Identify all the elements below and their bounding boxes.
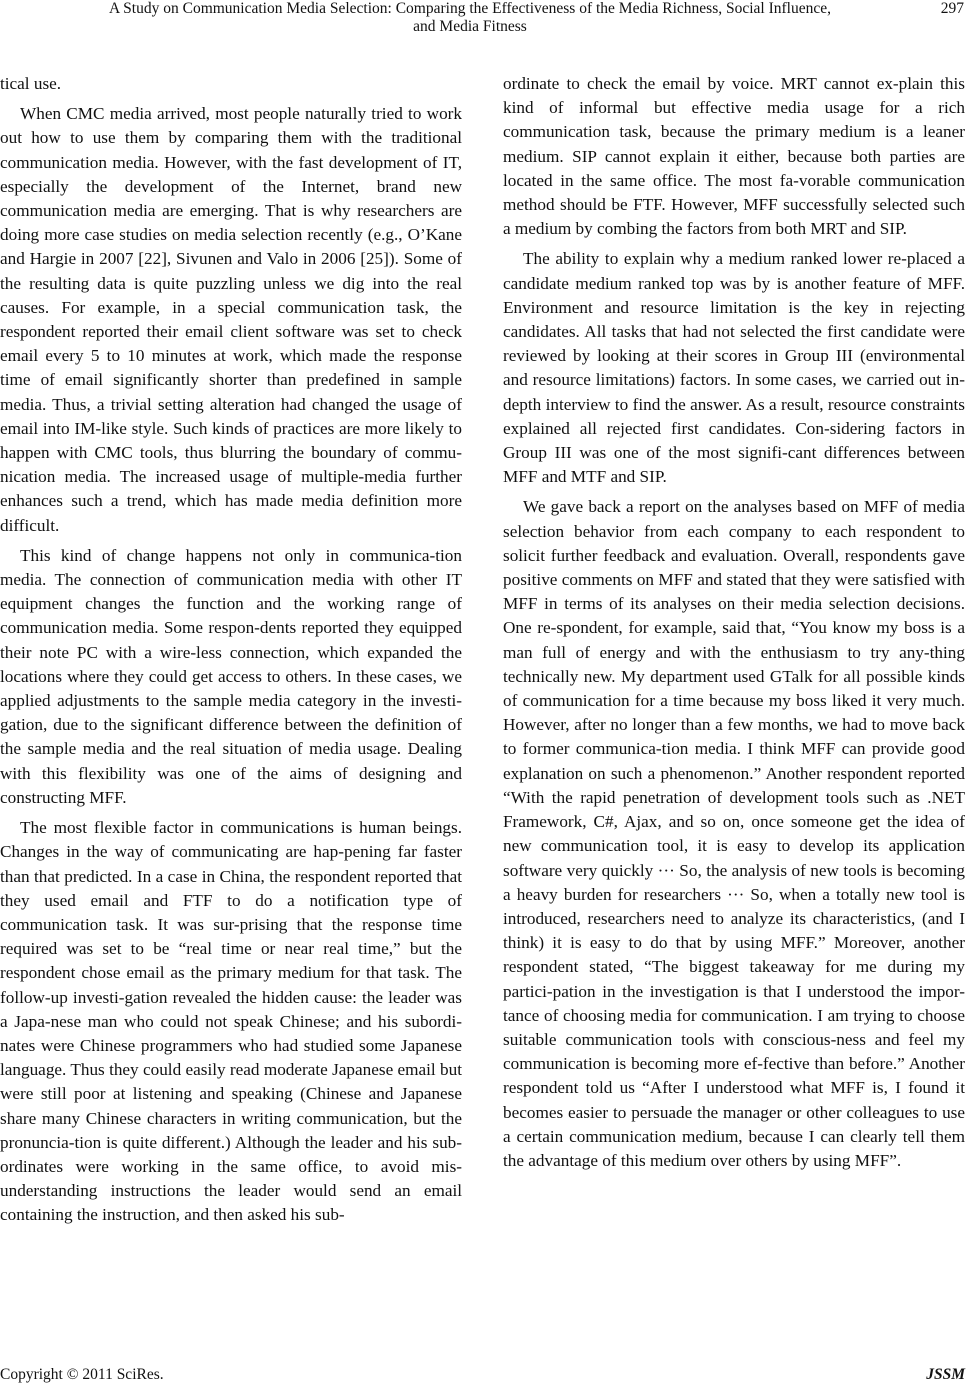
running-head [30,0,910,36]
journal-abbreviation: JSSM [926,1366,965,1383]
left-column [0,72,462,1234]
page-number: 297 [940,0,964,17]
paragraph-change-in-media: This kind of change happens not only in communica-tion media. The connection of communication media with other IT equipment changes the function and the working range of communication media. Some respon-dents reported they equipped their note PC with a wire-less connection, which expanded the locations where they could get access to others. In these cases, we applied adjustments to the sample media category in the investi-gation, due to the significant difference between the definition of the sample media and the real situation of media usage. Dealing with this flexibility was one of the aims of designing and constructing MFF. [0,545,462,807]
paragraph-feedback-report: We gave back a report on the analyses based on MFF of media selection behavior from each company to each respondent to solicit further feedback and evaluation. Overall, respondents gave positive comments on MFF and stated that they were satisfied with MFF in terms of its analyses on their media selection decisions. One re-spondent, for example, said that, “You know my boss is a man full of energy and with the enthusiasm to try any-thing technically new. My department used GTalk for all possible kinds of communication for a time because my boss liked it very much. However, after no longer than a few months, we had to move back to former communica-tion media. I think MFF can provide good explanation on such a phenomenon.” Another respondent reported “With the rapid penetration of development tools such as .NET Framework, C#, Ajax, and so on, once someone get the idea of new communication tool, it is easy to develop its application software very quickly ··· So, the analysis of new tools is becoming a heavy burden for researchers ··· So, when a totally new tool is introduced, researchers need to analyze its characteristics, (and I think) it is easy to do that by using MFF.” Moreover, another respondent stated, “The biggest takeaway for me during my partici-pation in the investigation is that I understood the impor-tance of choosing media for communication. I am trying to choose suitable communication tools with conscious-ness and feel my communication is becoming more ef-fective than before.” Another respondent told us “After I understood what MFF is, I found it becomes easier to persuade the manager or other colleagues to use a certain communication medium, because I can clearly tell them the advantage of this medium over others by using MFF”. [503,497,965,1170]
paragraph-human-factor: The most flexible factor in communications is human beings. Changes in the way of communicating are hap-pening far faster than that predicted. In a case in China, the respondent reported that they used email and FTF to do a notification type of communication task. It was sur-prising that the response time required was set to be “real time or near real time,” but the respondent chose email as the primary medium for that task. The follow-up investi-gation revealed the hidden cause: the leader was a Japa-nese man who could not speak Chinese; and his subordi-nates were Chinese programmers who had studied some Japanese language. Thus they could easily read moderate Japanese email but were still poor at listening and speaking (Chinese and Japanese share many Chinese characters in writing communication, but the pronuncia-tion is quite different.) Although the leader and his sub-ordinates were working in the same office, to avoid mis-understanding instructions the leader would send an email containing the instruction, and then asked his sub- [0,818,462,1225]
paragraph-continuation-right: ordinate to check the email by voice. MRT cannot ex-plain this kind of informal but effective media usage for a rich communication task, because the primary medium is a leaner medium. SIP cannot explain it either, because both parties are located in the same office. The most fa-vorable communication method should be FTF. However, MFF successfully selected such a medium by combing the factors from both MRT and SIP. [503,74,965,239]
running-title-line-1: A Study on Communication Media Selection: Comparing the Effectiveness of the Media Richness, Social Influence, [108,0,832,17]
paragraph-lower-ranked-medium: The ability to explain why a medium ranked lower re-placed a candidate medium ranked top was by is another feature of MFF. Environment and resource limitation is the key in rejecting candidates. All tasks that had not selected the first candidate were reviewed by looking at their scores in Group III (environmental and resource limitations) factors. In some cases, we carried out in-depth interview to find the answer. As a result, resource constraints explained all rejected first candidates. Con-sidering factors in Group III was one of the most signifi-cant differences between MFF and MTF and SIP. [503,249,965,487]
copyright-notice: Copyright © 2011 SciRes. [0,1366,164,1383]
right-column [503,72,965,1179]
running-title-line-2: and Media Fitness [413,18,527,35]
paragraph-cmc-media: When CMC media arrived, most people naturally tried to work out how to use them by comparing them with the traditional communication media. However, with the fast development of IT, especially the development of the Internet, brand new communication media are emerging. That is why researchers are doing more case studies on media selection recently (e.g., O’Kane and Hargie in 2007 [22], Sivunen and Valo in 2006 [25]). Some of the resulting data is quite puzzling unless we dig into the real causes. For example, in a special communication task, the respondent reported their email client software was set to check email every 5 to 10 minutes at work, which made the response time of email significantly shorter than predefined in sample media. Thus, a trivial setting alteration had changed the usage of email into IM-like style. Such kinds of practices are more likely to happen with CMC tools, thus blurring the boundary of commu-nication media. The increased usage of multiple-media further enhances such a trend, which has made media definition more difficult. [0,104,462,535]
paragraph-continuation: tical use. [0,74,62,93]
